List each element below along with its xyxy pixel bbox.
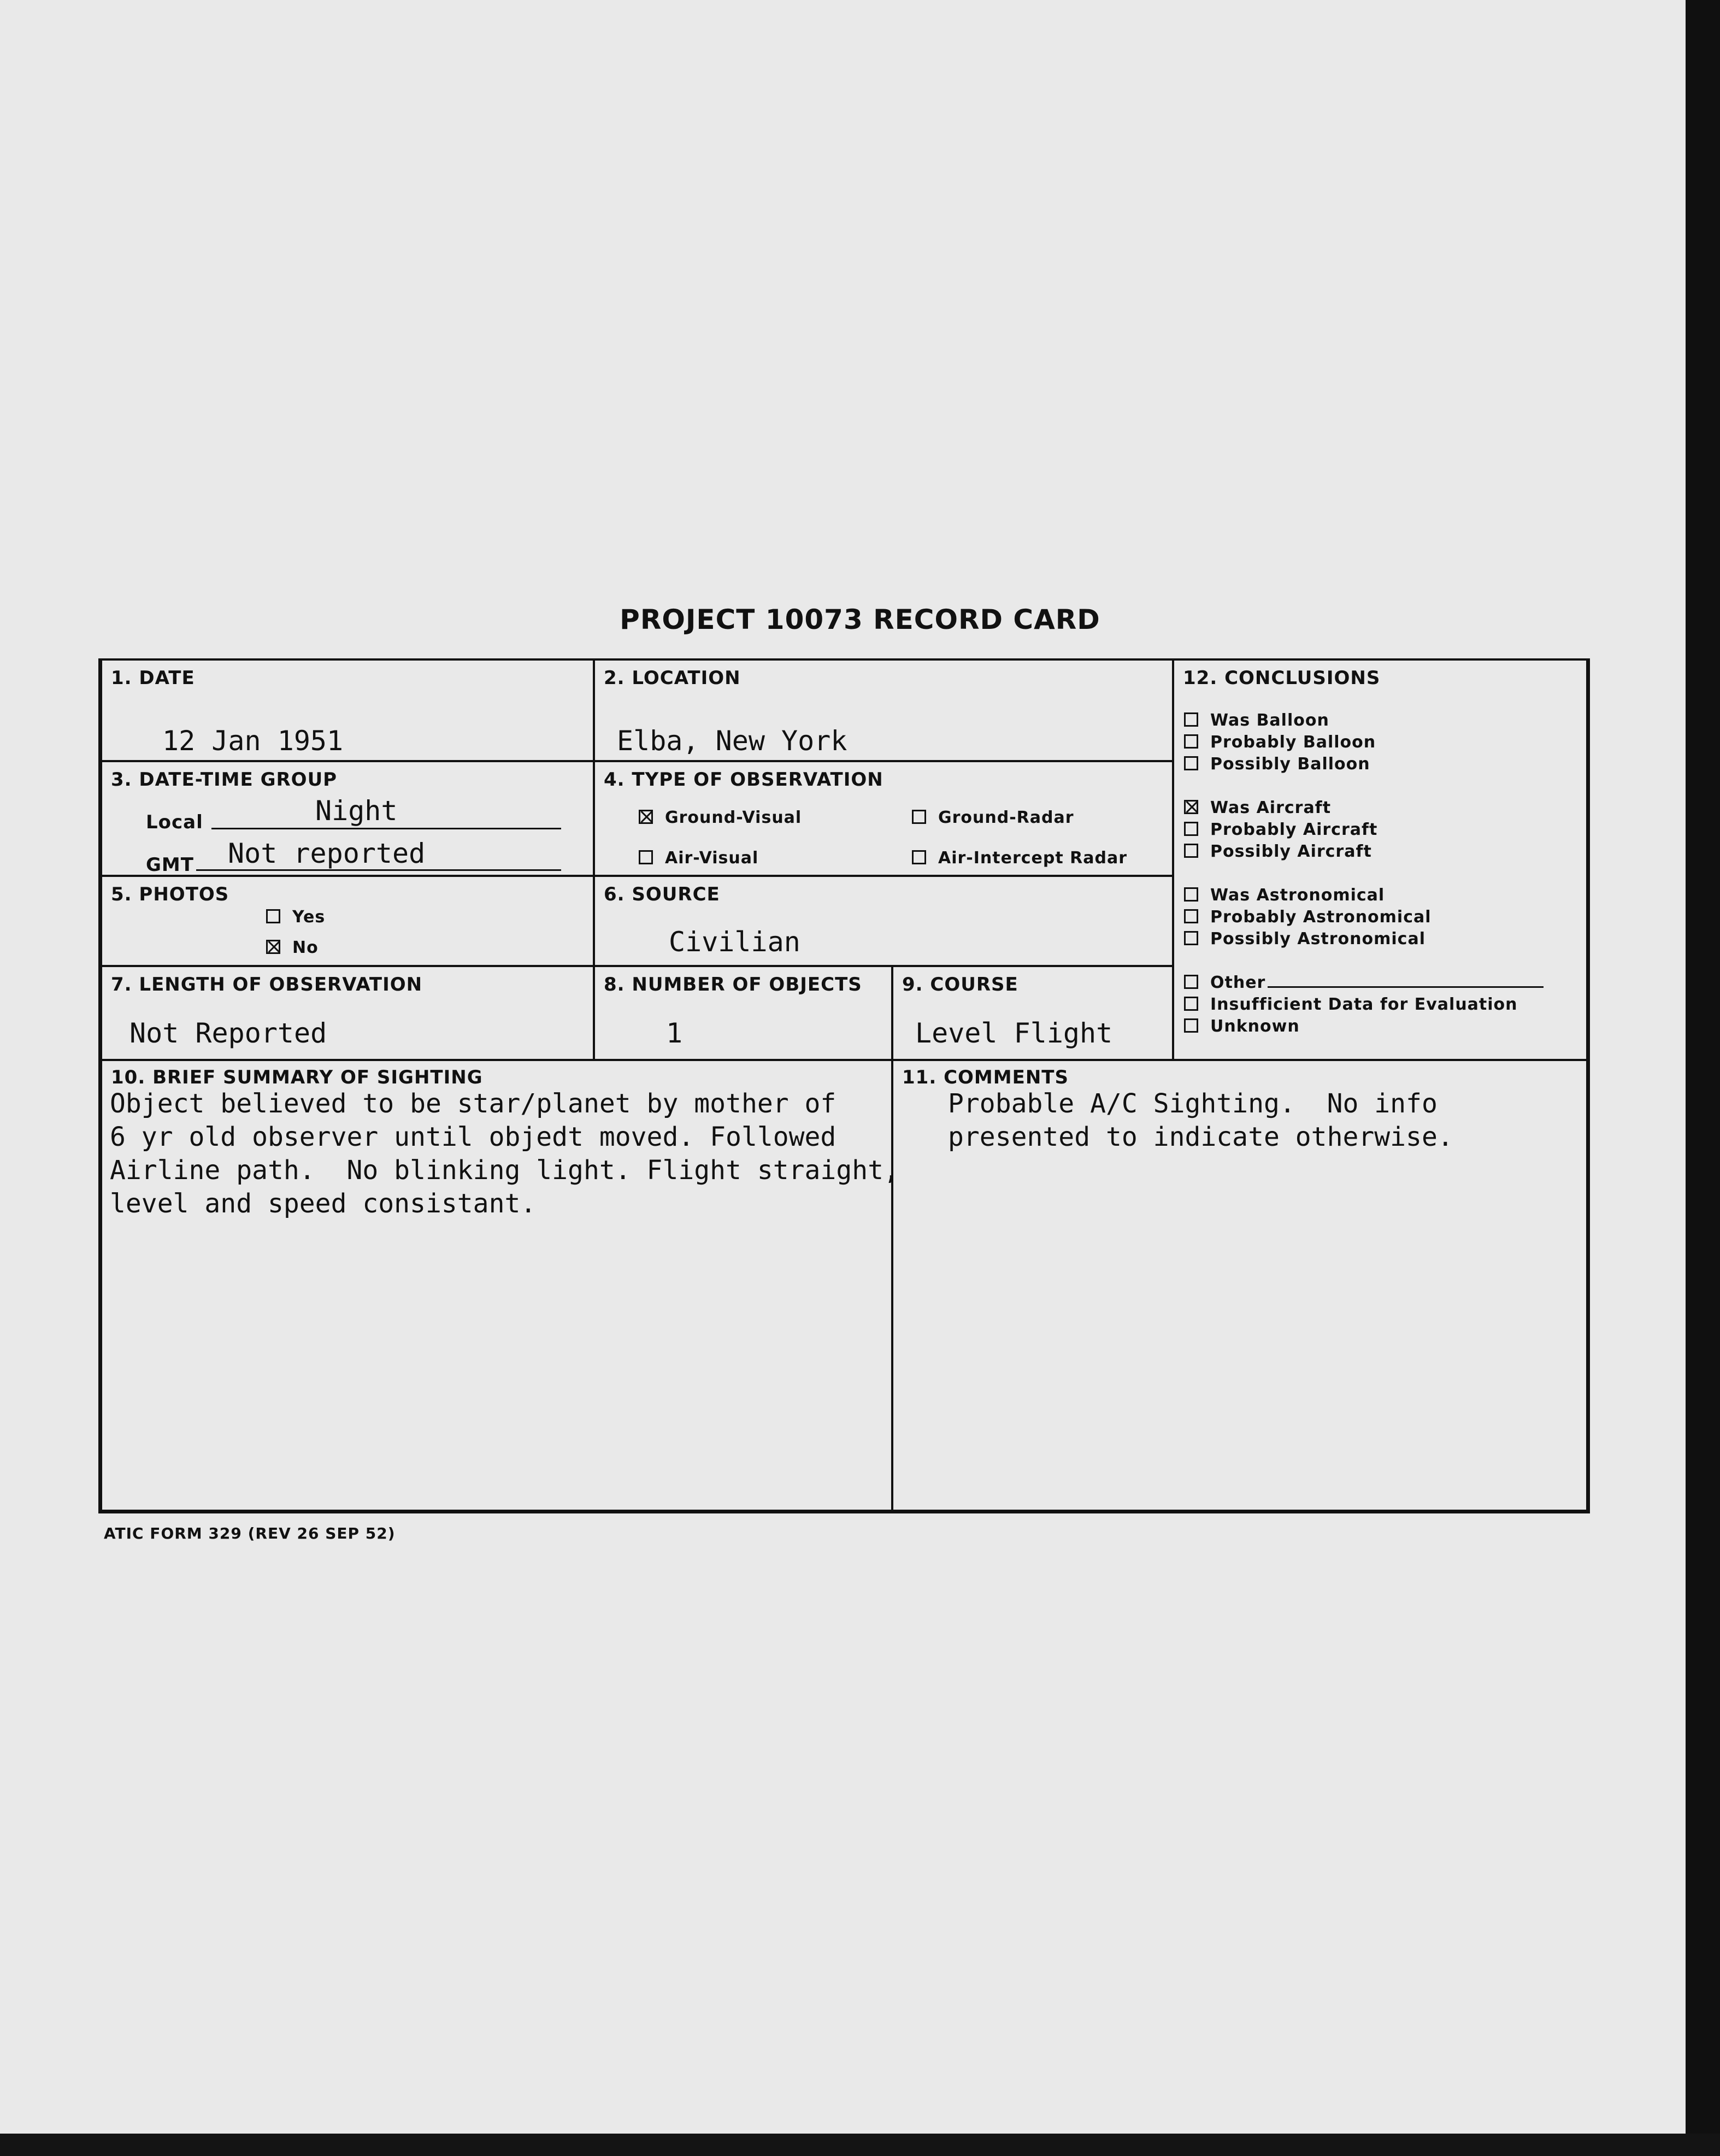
checkbox-icon [1184, 800, 1198, 814]
comments-text [948, 1087, 1453, 1154]
form-number: ATIC FORM 329 (REV 26 SEP 52) [104, 1524, 396, 1542]
scan-border-bottom [0, 2134, 1720, 2156]
checkbox-icon [912, 850, 926, 864]
conclusion-was-aircraft[interactable]: Was Aircraft [1184, 798, 1544, 820]
checkbox-icon [1184, 734, 1198, 749]
checkbox-icon [1184, 975, 1198, 989]
checkbox-icon [266, 940, 280, 954]
checkbox-icon [1184, 1018, 1198, 1033]
checkbox-icon [1184, 997, 1198, 1011]
summary-line: Object believed to be star/planet by mother of [110, 1088, 837, 1119]
record-card [98, 658, 1590, 1513]
checkbox-icon [1184, 909, 1198, 923]
length-of-observation-cell [102, 967, 595, 1061]
option-air-visual[interactable]: Air-Visual [639, 849, 758, 868]
length-of-observation-value: Not Reported [129, 1017, 327, 1049]
conclusion-was-astronomical[interactable]: Was Astronomical [1184, 886, 1544, 908]
conclusion-other[interactable]: Other [1184, 973, 1544, 995]
location-value: Elba, New York [617, 725, 847, 757]
type-of-observation-label: 4. TYPE OF OBSERVATION [604, 769, 883, 791]
option-air-intercept-radar[interactable]: Air-Intercept Radar [912, 849, 1127, 868]
photos-yes-option[interactable]: Yes [266, 908, 325, 927]
number-of-objects-label: 8. NUMBER OF OBJECTS [604, 974, 862, 995]
comments-line: presented to indicate otherwise. [948, 1122, 1453, 1152]
checkbox-icon [266, 909, 280, 923]
checkbox-icon [1184, 844, 1198, 858]
checkbox-icon [912, 810, 926, 824]
course-value: Level Flight [915, 1017, 1113, 1049]
photos-label: 5. PHOTOS [111, 883, 229, 905]
photos-no-option[interactable]: No [266, 938, 319, 957]
comments-label: 11. COMMENTS [902, 1067, 1069, 1088]
gmt-label: GMT [146, 854, 194, 876]
location-label: 2. LOCATION [604, 667, 741, 689]
number-of-objects-cell [595, 967, 893, 1061]
checkbox-icon [1184, 822, 1198, 836]
local-underline [211, 828, 561, 829]
source-cell [595, 877, 1174, 967]
conclusions-cell [1174, 661, 1590, 1061]
conclusion-probably-aircraft[interactable]: Probably Aircraft [1184, 820, 1544, 842]
summary-text [110, 1087, 899, 1221]
gmt-value: Not reported [228, 838, 426, 869]
type-of-observation-cell [595, 762, 1174, 877]
date-value: 12 Jan 1951 [162, 725, 344, 757]
checkbox-icon [1184, 887, 1198, 902]
gmt-underline [196, 869, 561, 871]
source-label: 6. SOURCE [604, 883, 720, 905]
local-label: Local [146, 811, 203, 833]
course-cell [893, 967, 1174, 1061]
other-underline [1268, 986, 1544, 988]
date-label: 1. DATE [111, 667, 195, 689]
checkbox-icon [639, 810, 653, 824]
option-ground-visual[interactable]: Ground-Visual [639, 808, 802, 827]
date-cell [102, 661, 595, 762]
conclusion-possibly-balloon[interactable]: Possibly Balloon [1184, 755, 1544, 776]
summary-cell [102, 1061, 899, 1510]
summary-line: 6 yr old observer until objedt moved. Followed [110, 1122, 837, 1152]
conclusion-probably-astronomical[interactable]: Probably Astronomical [1184, 908, 1544, 929]
date-time-group-label: 3. DATE-TIME GROUP [111, 769, 338, 791]
summary-line: Airline path. No blinking light. Flight straight, [110, 1155, 899, 1186]
conclusions-list [1184, 711, 1544, 1039]
option-ground-radar[interactable]: Ground-Radar [912, 808, 1074, 827]
course-label: 9. COURSE [902, 974, 1018, 995]
summary-label: 10. BRIEF SUMMARY OF SIGHTING [111, 1067, 483, 1088]
card-title: PROJECT 10073 RECORD CARD [620, 604, 1100, 635]
conclusion-probably-balloon[interactable]: Probably Balloon [1184, 733, 1544, 755]
scan-border-right [1686, 0, 1720, 2156]
length-of-observation-label: 7. LENGTH OF OBSERVATION [111, 974, 423, 995]
conclusion-unknown[interactable]: Unknown [1184, 1017, 1544, 1039]
comments-cell [893, 1061, 1590, 1510]
comments-line: Probable A/C Sighting. No info [948, 1088, 1438, 1119]
number-of-objects-value: 1 [666, 1017, 683, 1049]
conclusion-insufficient-data[interactable]: Insufficient Data for Evaluation [1184, 995, 1544, 1017]
photos-cell [102, 877, 595, 967]
checkbox-icon [1184, 756, 1198, 770]
location-cell [595, 661, 1174, 762]
summary-line: level and speed consistant. [110, 1188, 537, 1219]
local-value: Night [315, 795, 398, 827]
source-value: Civilian [669, 926, 800, 958]
conclusion-was-balloon[interactable]: Was Balloon [1184, 711, 1544, 733]
checkbox-icon [1184, 712, 1198, 727]
conclusion-possibly-astronomical[interactable]: Possibly Astronomical [1184, 929, 1544, 951]
conclusions-label: 12. CONCLUSIONS [1183, 667, 1381, 689]
checkbox-icon [639, 850, 653, 864]
date-time-group-cell [102, 762, 595, 877]
checkbox-icon [1184, 931, 1198, 945]
conclusion-possibly-aircraft[interactable]: Possibly Aircraft [1184, 842, 1544, 864]
